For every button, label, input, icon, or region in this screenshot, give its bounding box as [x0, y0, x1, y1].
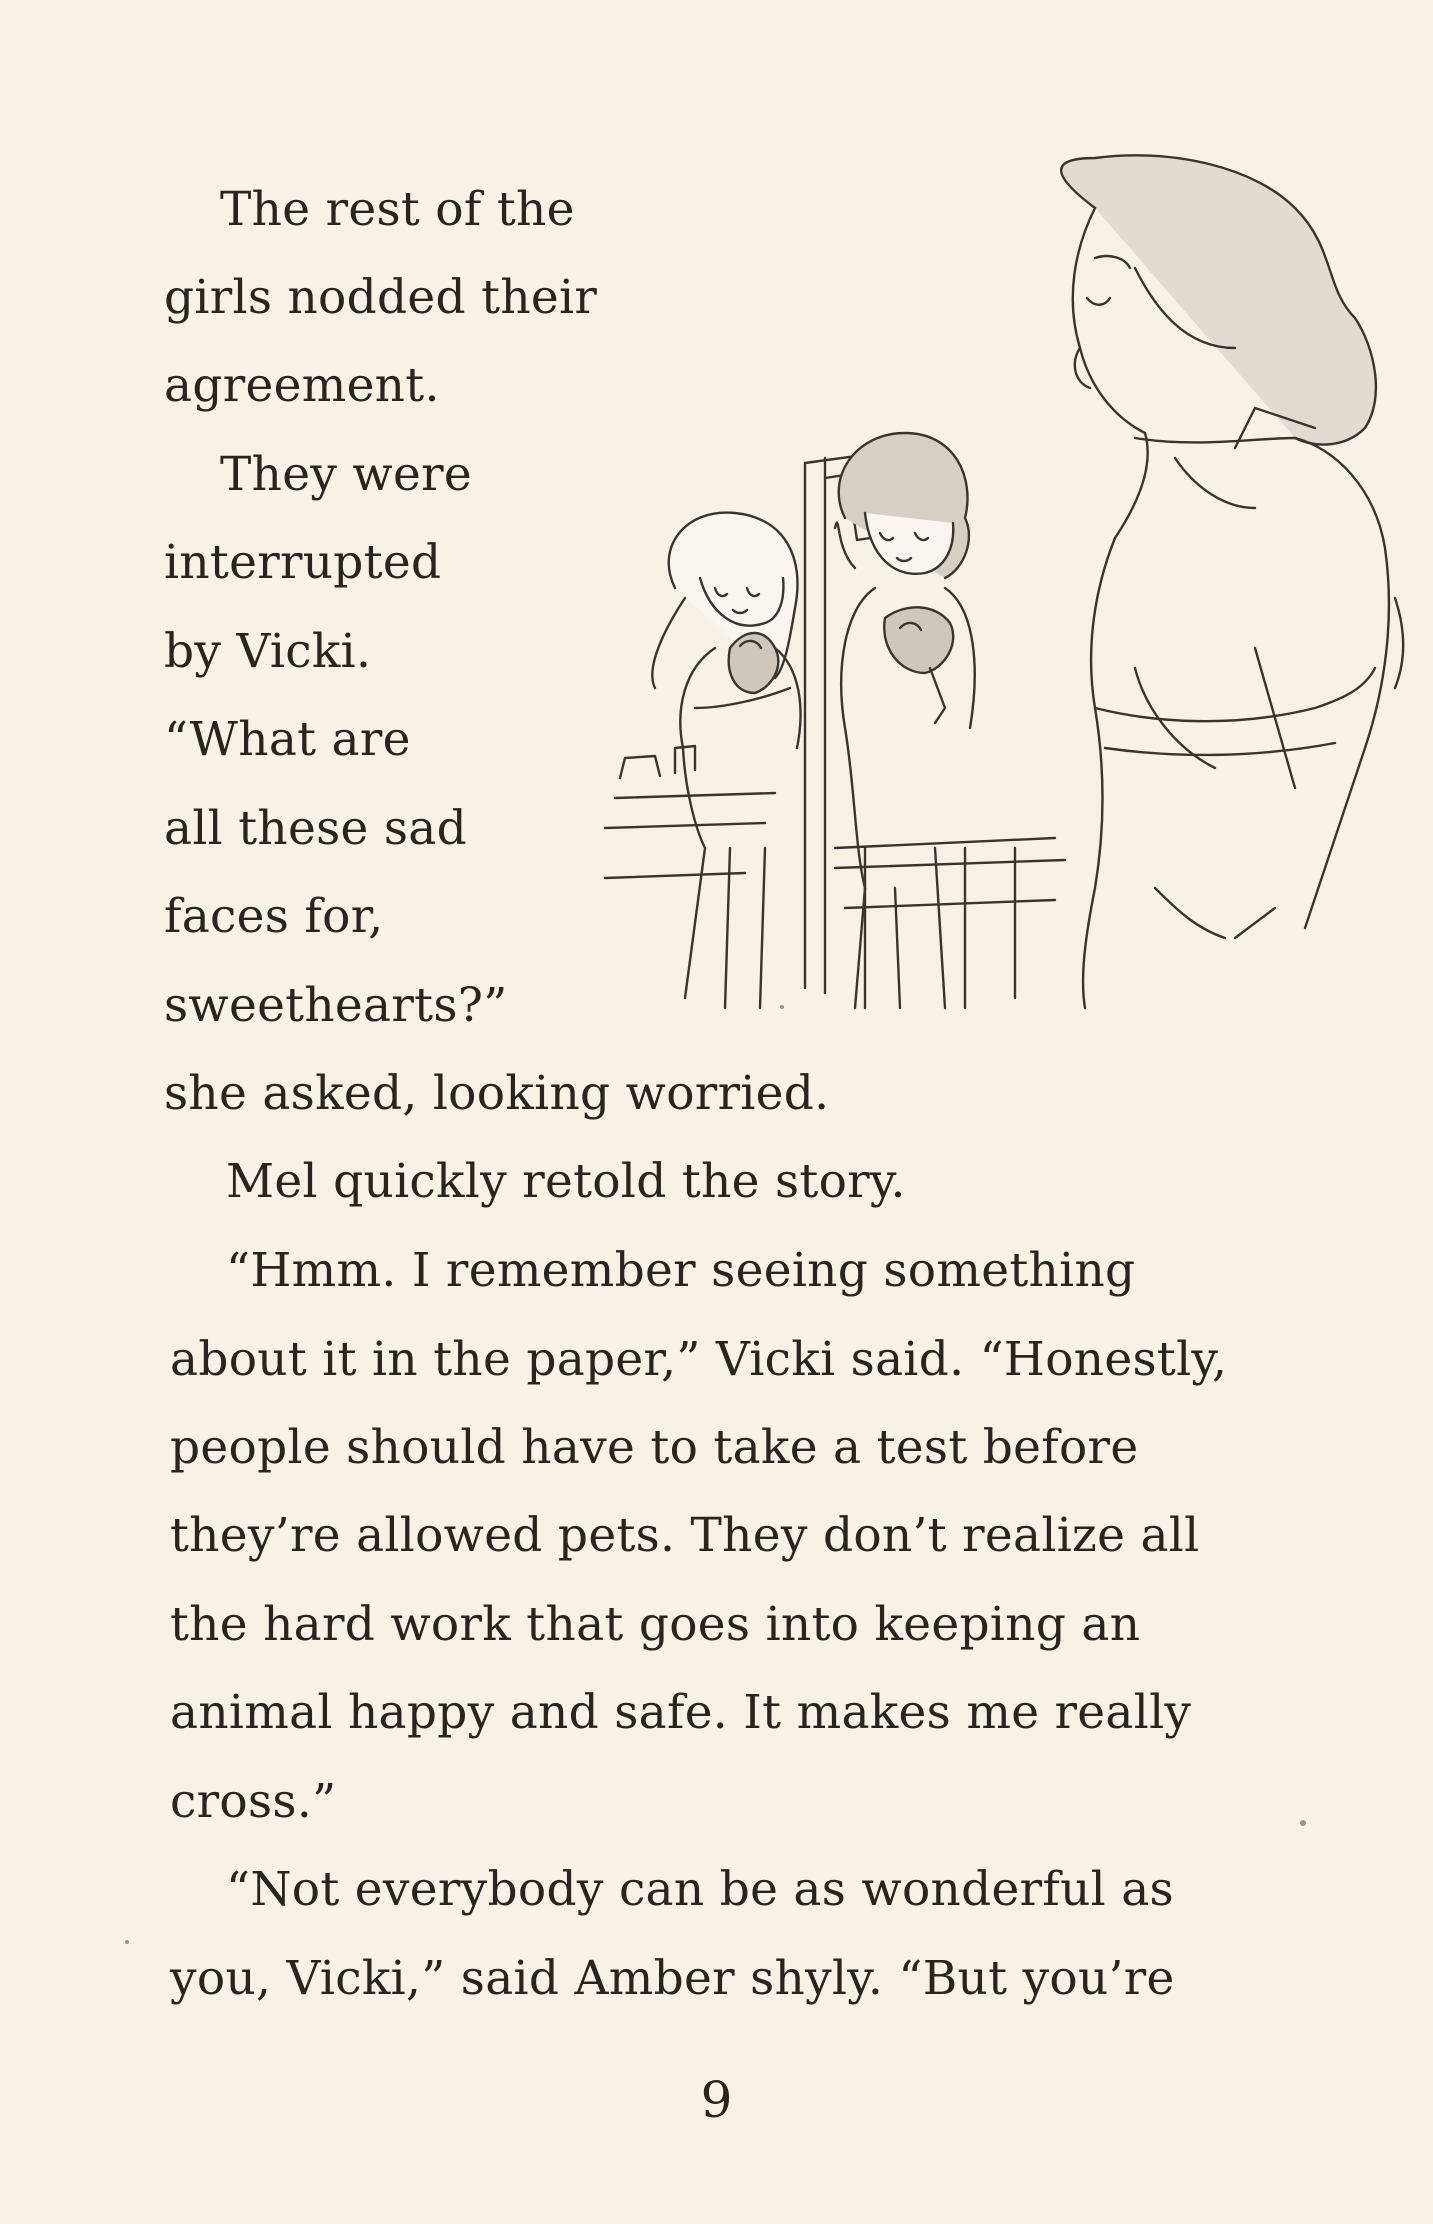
- text-line: sweethearts?”: [164, 978, 508, 1033]
- text-line: “Hmm. I remember seeing something: [226, 1243, 1136, 1298]
- page-number: 9: [700, 2071, 733, 2129]
- text-line: animal happy and safe. It makes me really: [170, 1685, 1192, 1740]
- text-line: about it in the paper,” Vicki said. “Honestly,: [170, 1332, 1228, 1387]
- text-line: they’re allowed pets. They don’t realize all: [170, 1508, 1200, 1563]
- text-line: by Vicki.: [164, 624, 372, 679]
- text-line: faces for,: [164, 889, 384, 944]
- text-line: interrupted: [164, 535, 442, 590]
- paper-speck: [125, 1940, 129, 1944]
- text-line: “What are: [164, 712, 411, 767]
- text-line: agreement.: [164, 358, 440, 413]
- text-line: The rest of the: [220, 182, 575, 237]
- text-line: Mel quickly retold the story.: [226, 1154, 906, 1209]
- text-line: she asked, looking worried.: [164, 1066, 830, 1121]
- text-line: girls nodded their: [164, 270, 598, 325]
- text-line: all these sad: [164, 801, 467, 856]
- text-line: people should have to take a test before: [170, 1420, 1139, 1475]
- text-line: the hard work that goes into keeping an: [170, 1597, 1141, 1652]
- paper-speck: [1300, 1820, 1306, 1826]
- pencil-sketch-illustration: [535, 148, 1415, 1018]
- text-line: cross.”: [170, 1774, 337, 1829]
- text-line: you, Vicki,” said Amber shyly. “But you’re: [170, 1951, 1175, 2006]
- text-line: They were: [220, 447, 472, 502]
- text-line: “Not everybody can be as wonderful as: [226, 1862, 1174, 1917]
